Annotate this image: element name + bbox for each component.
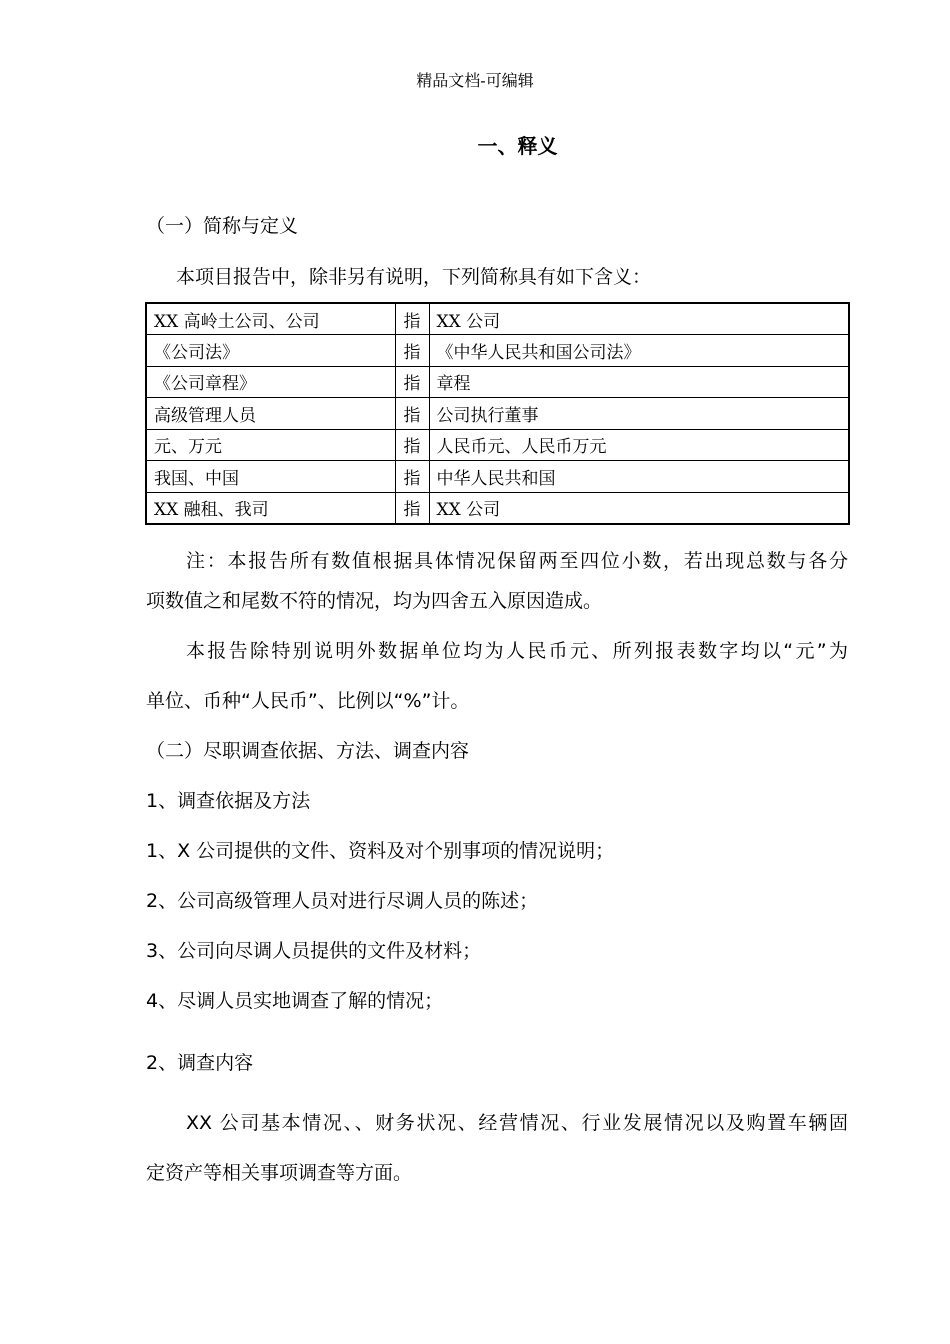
definition-ref: 指 (395, 366, 429, 398)
table-row (146, 303, 849, 335)
definition-meaning: 公司执行董事 (429, 398, 849, 430)
page-header: 精品文档-可编辑 (416, 71, 534, 90)
definition-meaning: 中华人民共和国 (429, 461, 849, 493)
definition-meaning: 章程 (429, 366, 849, 398)
list-item: 4、尽调人员实地调查了解的情况； (146, 990, 444, 1012)
definition-term: 我国、中国 (146, 461, 395, 493)
note-line-2: 项数值之和尾数不符的情况，均为四舍五入原因造成。 (146, 590, 603, 612)
table-row (146, 398, 849, 430)
definition-meaning: XX 公司 (429, 303, 849, 335)
definition-meaning: 人民币元、人民币万元 (429, 429, 849, 461)
table-row (146, 492, 849, 524)
note-line-1: 注：本报告所有数值根据具体情况保留两至四位小数，若出现总数与各分 (186, 550, 848, 572)
definition-term: XX 融租、我司 (146, 492, 395, 524)
definition-meaning: XX 公司 (429, 492, 849, 524)
definition-term: 《公司法》 (146, 335, 395, 367)
definition-ref: 指 (395, 303, 429, 335)
definition-term: 高级管理人员 (146, 398, 395, 430)
unit-note-line-2: 单位、币种“人民币”、比例以“%”计。 (146, 690, 470, 712)
definition-ref: 指 (395, 461, 429, 493)
definitions-intro: 本项目报告中，除非另有说明，下列简称具有如下含义： (176, 266, 652, 288)
section-title: 一、释义 (477, 134, 558, 158)
list-item: 2、公司高级管理人员对进行尽调人员的陈述； (146, 890, 539, 912)
definition-ref: 指 (395, 335, 429, 367)
subheading-content: 2、调查内容 (146, 1052, 254, 1074)
definition-term: XX 高岭土公司、公司 (146, 303, 395, 335)
definitions-table (145, 302, 850, 525)
subsection-heading-due-diligence: （二）尽职调查依据、方法、调查内容 (146, 740, 470, 762)
list-item: 3、公司向尽调人员提供的文件及材料； (146, 940, 482, 962)
subheading-basis-method: 1、调查依据及方法 (146, 790, 311, 812)
content-line-2: 定资产等相关事项调查等方面。 (146, 1162, 413, 1184)
table-row (146, 429, 849, 461)
unit-note-line-1: 本报告除特别说明外数据单位均为人民币元、所列报表数字均以“元”为 (186, 640, 848, 662)
table-row (146, 461, 849, 493)
definition-term: 《公司章程》 (146, 366, 395, 398)
definition-ref: 指 (395, 492, 429, 524)
definition-meaning: 《中华人民共和国公司法》 (429, 335, 849, 367)
definition-ref: 指 (395, 429, 429, 461)
content-line-1: XX 公司基本情况、、财务状况、经营情况、行业发展情况以及购置车辆固 (186, 1112, 848, 1134)
subsection-heading-definitions: （一）简称与定义 (146, 215, 299, 237)
definition-ref: 指 (395, 398, 429, 430)
table-row (146, 366, 849, 398)
definition-term: 元、万元 (146, 429, 395, 461)
list-item: 1、X 公司提供的文件、资料及对个别事项的情况说明； (146, 840, 615, 862)
table-row (146, 335, 849, 367)
